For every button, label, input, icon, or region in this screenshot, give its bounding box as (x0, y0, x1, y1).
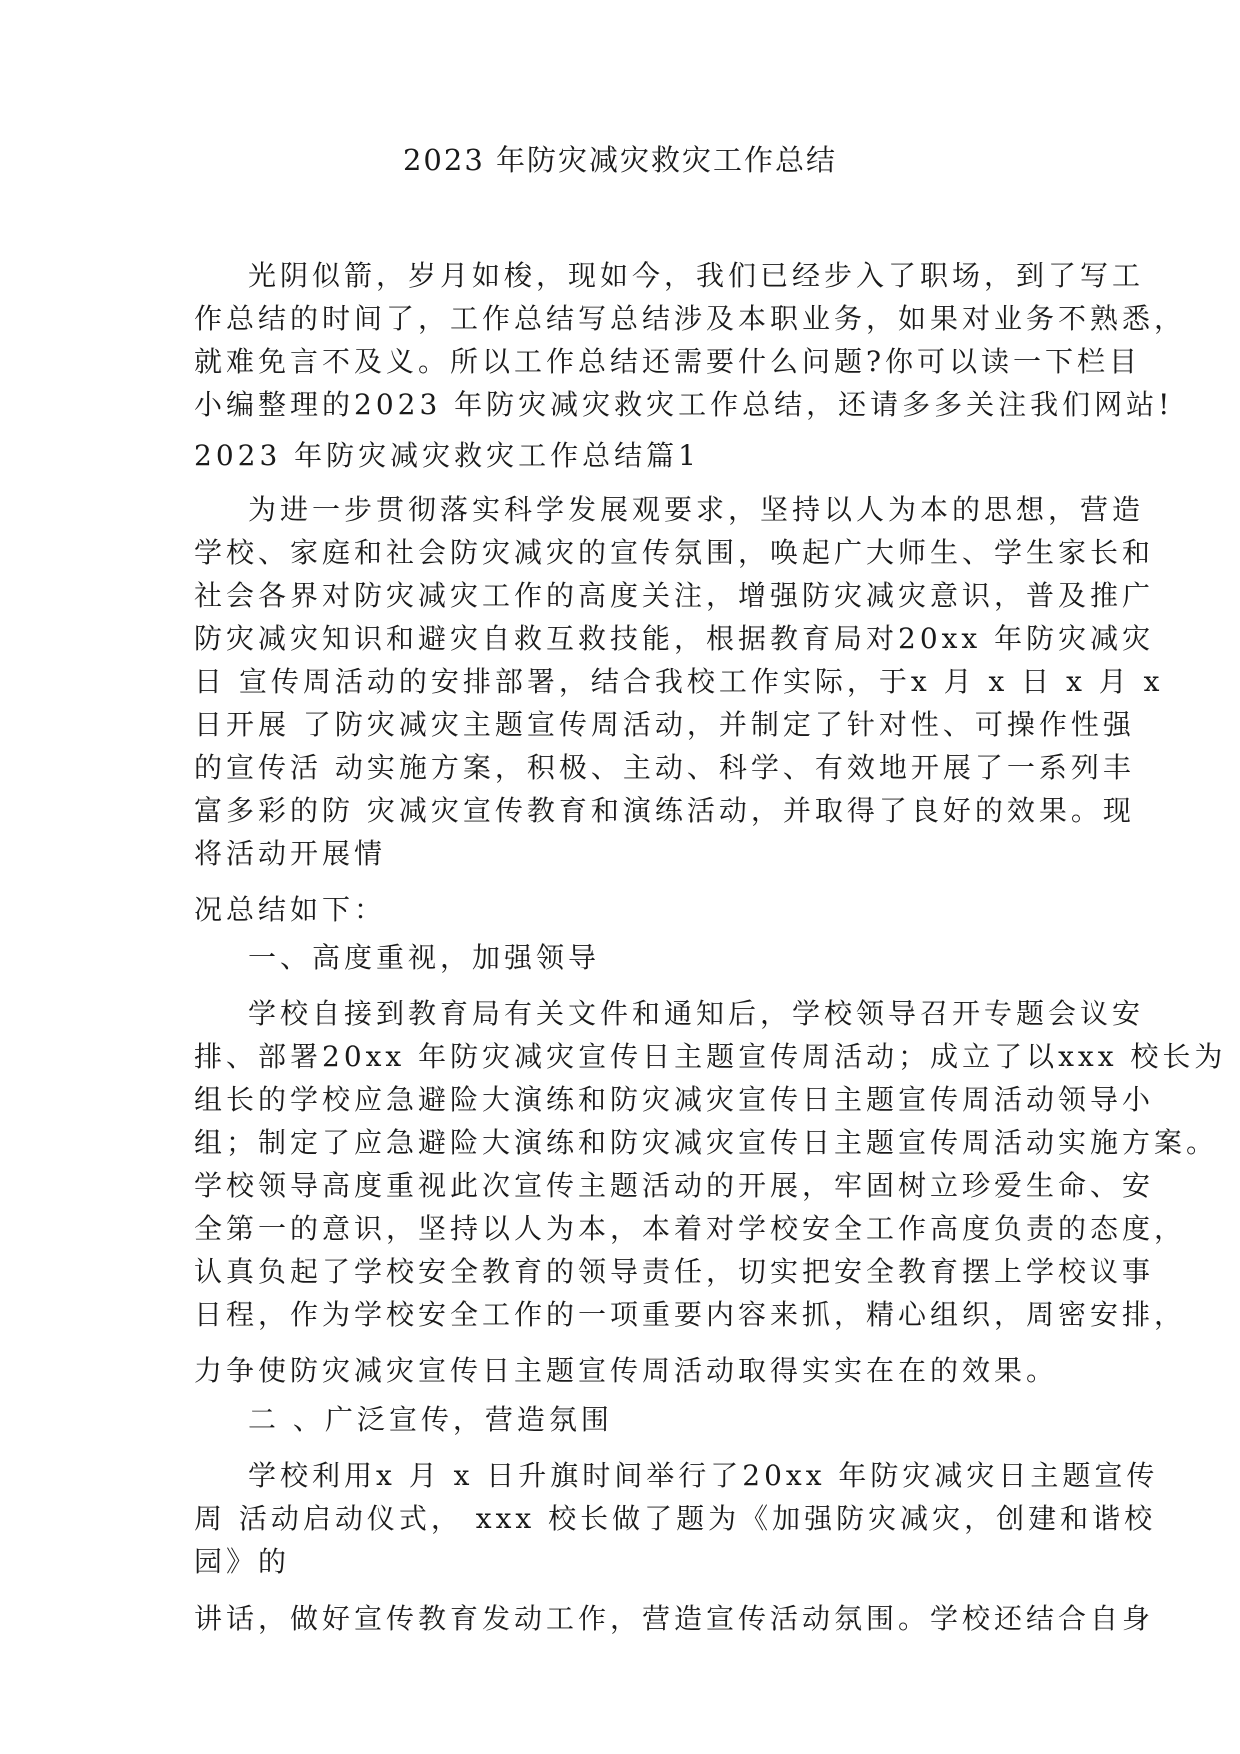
intro-paragraph-line: 作总结的时间了，工作总结写总结涉及本职业务，如果对业务不熟悉， (194, 302, 1187, 335)
intro-paragraph-line: 光阴似箭，岁月如梭，现如今，我们已经步入了职场，到了写工 (248, 259, 1145, 292)
paragraph-line: 组；制定了应急避险大演练和防灾减灾宣传日主题宣传周活动实施方案。 (194, 1126, 1219, 1159)
paragraph-line: 组长的学校应急避险大演练和防灾减灾宣传日主题宣传周活动领导小 (194, 1083, 1155, 1116)
intro-paragraph-line: 小编整理的2023 年防灾减灾救灾工作总结，还请多多关注我们网站! (194, 388, 1174, 421)
paragraph-line: 学校自接到教育局有关文件和通知后，学校领导召开专题会议安 (248, 997, 1145, 1030)
paragraph-line: 社会各界对防灾减灾工作的高度关注，增强防灾减灾意识，普及推广 (194, 579, 1155, 612)
paragraph-line: 日开展 了防灾减灾主题宣传周活动，并制定了针对性、可操作性强 (194, 708, 1135, 741)
paragraph-line: 全第一的意识，坚持以人为本，本着对学校安全工作高度负责的态度， (194, 1212, 1187, 1245)
document-title: 2023 年防灾减灾救灾工作总结 (402, 143, 838, 177)
paragraph-line: 学校利用x 月 x 日升旗时间举行了20xx 年防灾减灾日主题宣传 (248, 1459, 1159, 1492)
paragraph-line: 为进一步贯彻落实科学发展观要求，坚持以人为本的思想，营造 (248, 493, 1145, 526)
subsection-heading: 一、高度重视，加强领导 (248, 941, 601, 974)
paragraph-line: 周 活动启动仪式， xxx 校长做了题为《加强防灾减灾，创建和谐校 (194, 1502, 1157, 1535)
paragraph-line: 讲话，做好宣传教育发动工作，营造宣传活动氛围。学校还结合自身 (194, 1602, 1155, 1635)
paragraph-line: 排、部署20xx 年防灾减灾宣传日主题宣传周活动；成立了以xxx 校长为 (194, 1040, 1227, 1073)
paragraph-line: 日 宣传周活动的安排部署，结合我校工作实际，于x 月 x 日 x 月 x (194, 665, 1164, 698)
section-heading: 2023 年防灾减灾救灾工作总结篇1 (194, 439, 700, 472)
paragraph-line: 防灾减灾知识和避灾自救互救技能，根据教育局对20xx 年防灾减灾 (194, 622, 1155, 655)
paragraph-line: 况总结如下： (194, 893, 387, 926)
paragraph-line: 富多彩的防 灾减灾宣传教育和演练活动，并取得了良好的效果。现 (194, 794, 1135, 827)
paragraph-line: 力争使防灾减灾宣传日主题宣传周活动取得实实在在的效果。 (194, 1354, 1059, 1387)
paragraph-line: 学校、家庭和社会防灾减灾的宣传氛围，唤起广大师生、学生家长和 (194, 536, 1155, 569)
paragraph-line: 日程，作为学校安全工作的一项重要内容来抓，精心组织，周密安排， (194, 1298, 1187, 1331)
paragraph-line: 园》的 (194, 1545, 291, 1578)
paragraph-line: 的宣传活 动实施方案，积极、主动、科学、有效地开展了一系列丰 (194, 751, 1135, 784)
intro-paragraph-line: 就难免言不及义。所以工作总结还需要什么问题?你可以读一下栏目 (194, 345, 1142, 378)
subsection-heading: 二 、广泛宣传，营造氛围 (248, 1403, 613, 1436)
paragraph-line: 学校领导高度重视此次宣传主题活动的开展，牢固树立珍爱生命、安 (194, 1169, 1155, 1202)
paragraph-line: 将活动开展情 (194, 837, 387, 870)
paragraph-line: 认真负起了学校安全教育的领导责任，切实把安全教育摆上学校议事 (194, 1255, 1155, 1288)
